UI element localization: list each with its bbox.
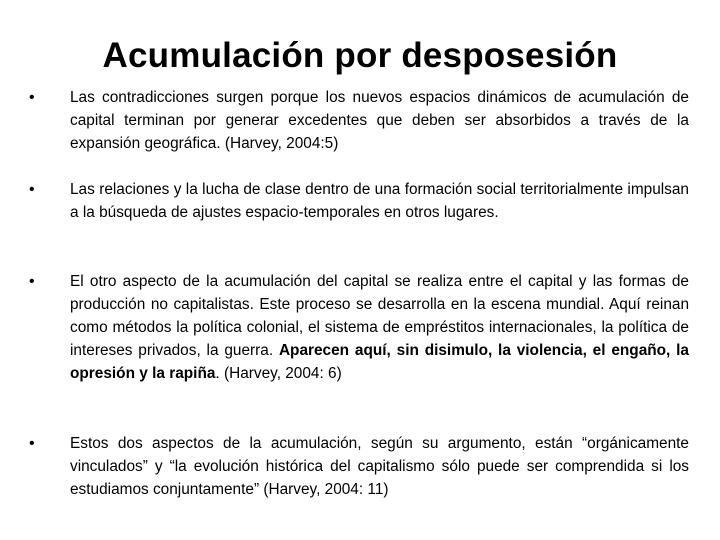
slide-title: Acumulación por desposesión xyxy=(102,36,618,75)
bullet-icon: • xyxy=(29,435,35,452)
bullet-icon: • xyxy=(29,181,35,198)
bullet-text: Las relaciones y la lucha de clase dentro de una formación social territorialmente impulsan a la búsqueda de ajustes espacio-temporales en otros lugares. xyxy=(70,181,689,221)
bullet-text-bold: Aparecen aquí, sin disimulo, la violencia, el engaño, la opresión y la rapiña xyxy=(70,342,689,382)
bullet-text xyxy=(70,270,689,385)
bullet-text: Estos dos aspectos de la acumulación, según su argumento, están “orgánicamente vinculados” y “la evolución histórica del capitalismo sólo puede ser comprendida si los estudiamos conjuntamente” (Harvey, 2004: 11) xyxy=(70,435,689,498)
bullet-icon: • xyxy=(29,273,35,290)
bullet-icon: • xyxy=(29,89,35,106)
bullet-text-plain: El otro aspecto de la acumulación del capital se realiza entre el capital y las formas de producción no capitalistas. Este proceso se desarrolla en la escena mundial. Aquí reinan como métodos la política colonial, el sistema de empréstitos internacionales, la política de intereses privados, la guerra. xyxy=(70,273,689,359)
bullet-text-citation: . (Harvey, 2004: 6) xyxy=(215,365,342,382)
bullet-text: Las contradicciones surgen porque los nuevos espacios dinámicos de acumulación de capital terminan por generar excedentes que deben ser absorbidos a través de la expansión geográfica. (Harvey, 2004:5) xyxy=(70,89,689,152)
